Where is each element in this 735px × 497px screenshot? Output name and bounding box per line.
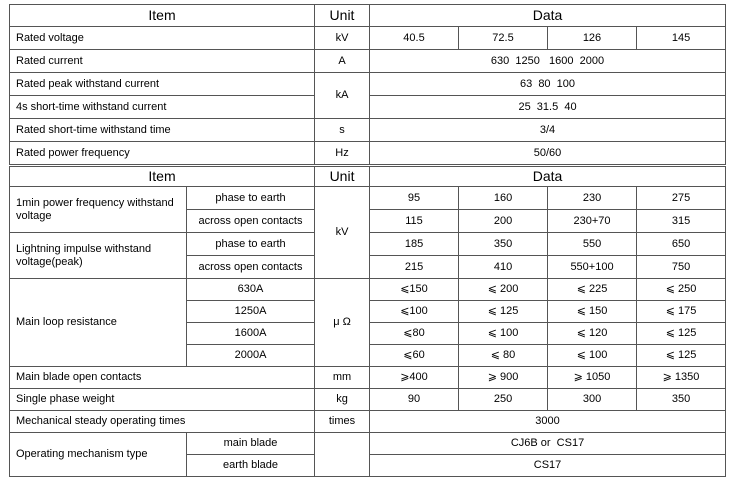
data-cell: 630 1250 1600 2000	[370, 50, 726, 73]
data-cell: 90	[370, 389, 459, 411]
header-unit: Unit	[315, 5, 370, 27]
data-cell: 350	[637, 389, 726, 411]
item-label: Rated current	[10, 50, 315, 73]
item-label: Lightning impulse withstand voltage(peak)	[10, 233, 187, 279]
unit-cell: kA	[315, 73, 370, 119]
table-header-row	[10, 5, 726, 27]
data-cell: 550	[548, 233, 637, 256]
header-unit: Unit	[315, 167, 370, 187]
data-cell: 126	[548, 27, 637, 50]
sub-item-label: across open contacts	[187, 210, 315, 233]
data-cell: ⩾ 1350	[637, 367, 726, 389]
data-cell: 650	[637, 233, 726, 256]
data-cell: 25 31.5 40	[370, 96, 726, 119]
data-cell: 145	[637, 27, 726, 50]
data-cell: CJ6B or CS17	[370, 433, 726, 455]
item-label: Main loop resistance	[10, 279, 187, 367]
data-cell: ⩾ 900	[459, 367, 548, 389]
data-cell: ⩽ 100	[459, 323, 548, 345]
header-item: Item	[10, 167, 315, 187]
data-cell: 200	[459, 210, 548, 233]
item-label: Rated short-time withstand time	[10, 119, 315, 142]
data-cell: 350	[459, 233, 548, 256]
data-cell: ⩽ 100	[548, 345, 637, 367]
data-cell: ⩽60	[370, 345, 459, 367]
data-cell: ⩽ 225	[548, 279, 637, 301]
data-cell: ⩽150	[370, 279, 459, 301]
unit-cell: A	[315, 50, 370, 73]
data-cell: 250	[459, 389, 548, 411]
sub-item-label: 1600A	[187, 323, 315, 345]
sub-item-label: 630A	[187, 279, 315, 301]
data-cell: 3/4	[370, 119, 726, 142]
table-row	[10, 411, 726, 433]
table-row	[10, 187, 726, 210]
table-row	[10, 433, 726, 455]
data-cell: ⩽ 125	[637, 345, 726, 367]
data-cell: 750	[637, 256, 726, 279]
data-cell: 215	[370, 256, 459, 279]
unit-cell: times	[315, 411, 370, 433]
item-label: Rated power frequency	[10, 142, 315, 165]
data-cell: ⩽ 80	[459, 345, 548, 367]
table-row	[10, 73, 726, 96]
data-cell: 63 80 100	[370, 73, 726, 96]
data-cell: 3000	[370, 411, 726, 433]
item-label: Rated voltage	[10, 27, 315, 50]
data-cell: CS17	[370, 455, 726, 477]
data-cell: ⩽100	[370, 301, 459, 323]
unit-cell: Hz	[315, 142, 370, 165]
data-cell: ⩽ 200	[459, 279, 548, 301]
sub-item-label: 2000A	[187, 345, 315, 367]
data-cell: 315	[637, 210, 726, 233]
item-label: Main blade open contacts	[10, 367, 315, 389]
item-label: Single phase weight	[10, 389, 315, 411]
data-cell: 115	[370, 210, 459, 233]
data-cell: 275	[637, 187, 726, 210]
data-cell: ⩾ 1050	[548, 367, 637, 389]
unit-cell: kg	[315, 389, 370, 411]
unit-cell-empty	[315, 433, 370, 477]
data-cell: 230+70	[548, 210, 637, 233]
unit-cell: s	[315, 119, 370, 142]
table-row	[10, 119, 726, 142]
unit-cell: μ Ω	[315, 279, 370, 367]
sub-item-label: earth blade	[187, 455, 315, 477]
header-item: Item	[10, 5, 315, 27]
header-data: Data	[370, 5, 726, 27]
unit-cell: kV	[315, 187, 370, 279]
data-cell: ⩽ 125	[459, 301, 548, 323]
table-row	[10, 367, 726, 389]
data-cell: ⩽ 125	[637, 323, 726, 345]
sub-item-label: 1250A	[187, 301, 315, 323]
item-label: Operating mechanism type	[10, 433, 187, 477]
data-cell: ⩽ 150	[548, 301, 637, 323]
data-cell: 185	[370, 233, 459, 256]
data-cell: 550+100	[548, 256, 637, 279]
data-cell: ⩽ 250	[637, 279, 726, 301]
data-cell: ⩽ 120	[548, 323, 637, 345]
table-row	[10, 279, 726, 301]
spec-table-general	[9, 4, 726, 165]
data-cell: 40.5	[370, 27, 459, 50]
unit-cell: kV	[315, 27, 370, 50]
header-data: Data	[370, 167, 726, 187]
table-row	[10, 142, 726, 165]
table-row	[10, 50, 726, 73]
table-row	[10, 27, 726, 50]
item-label: 1min power frequency withstand voltage	[10, 187, 187, 233]
data-cell: 160	[459, 187, 548, 210]
data-cell: 410	[459, 256, 548, 279]
data-cell: ⩽ 175	[637, 301, 726, 323]
data-cell: 95	[370, 187, 459, 210]
table-row	[10, 389, 726, 411]
data-cell: 300	[548, 389, 637, 411]
item-label: 4s short-time withstand current	[10, 96, 315, 119]
item-label: Mechanical steady operating times	[10, 411, 315, 433]
table-header-row	[10, 167, 726, 187]
sub-item-label: phase to earth	[187, 187, 315, 210]
data-cell: 72.5	[459, 27, 548, 50]
item-label: Rated peak withstand current	[10, 73, 315, 96]
spec-table-insulation	[9, 166, 726, 477]
sub-item-label: across open contacts	[187, 256, 315, 279]
data-cell: ⩽80	[370, 323, 459, 345]
unit-cell: mm	[315, 367, 370, 389]
sub-item-label: main blade	[187, 433, 315, 455]
data-cell: 50/60	[370, 142, 726, 165]
data-cell: 230	[548, 187, 637, 210]
sub-item-label: phase to earth	[187, 233, 315, 256]
data-cell: ⩾400	[370, 367, 459, 389]
